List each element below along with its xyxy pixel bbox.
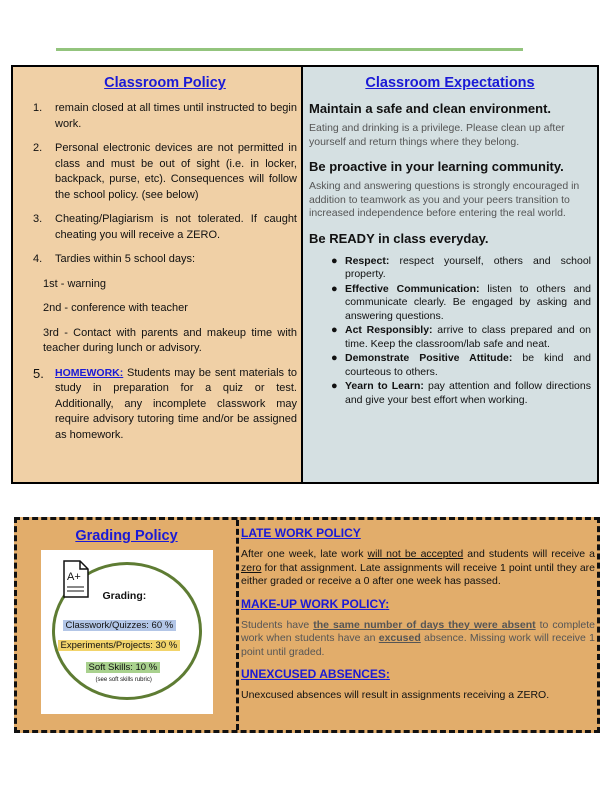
classroom-policy-title: Classroom Policy	[104, 75, 226, 91]
policy-item	[33, 252, 297, 268]
bottom-section	[14, 517, 600, 733]
bullet-text: respect yourself, others and school property.	[345, 254, 591, 280]
expectation-paragraph: Eating and drinking is a privilege. Please clean up after yourself and return things where they belong.	[309, 122, 565, 148]
policy-text: Personal electronic devices are not permitted in class and must be out of sight (i.e. in locker, backpack, purse, etc). Consequences will follow the school policy. (see below)	[55, 142, 297, 201]
grading-label: Grading:	[102, 590, 147, 602]
unexcused-absences-text: Unexcused absences will result in assignments receiving a ZERO.	[241, 689, 550, 701]
bullet-label: Act Responsibly:	[345, 324, 433, 336]
grade-weight-soft-skills: Soft Skills: 10 %	[86, 662, 161, 673]
late-work-text: After one week, late work will not be accepted and students will receive a zero for that assignment. Late assignments will receive 1 point until they are either graded or receive a 0 after one week has passed.	[241, 548, 595, 587]
policy-number: 2.	[33, 142, 43, 154]
policy-number: 1.	[33, 102, 43, 114]
policy-number: 5.	[33, 365, 44, 381]
list-item	[331, 352, 591, 379]
makeup-work-title[interactable]: MAKE-UP WORK POLICY:	[241, 596, 390, 611]
list-item	[331, 380, 591, 407]
unexcused-absences-title[interactable]: UNEXCUSED ABSENCES:	[241, 667, 390, 681]
soft-skills-note: (see soft skills rubric)	[95, 677, 152, 683]
tardy-step: 1st - warning	[43, 277, 106, 290]
tardy-step: 2nd - conference with teacher	[43, 302, 188, 314]
policy-item	[33, 366, 297, 444]
policy-text: remain closed at all times until instructed to begin work.	[55, 102, 297, 130]
list-item	[331, 255, 591, 282]
policy-text: Tardies within 5 school days:	[55, 253, 196, 265]
policy-item	[33, 141, 297, 203]
homework-link[interactable]: HOMEWORK:	[55, 366, 124, 379]
bullet-label: Effective Communication:	[345, 282, 480, 295]
grade-weight-classwork: Classwork/Quizzes: 60 %	[63, 620, 177, 631]
classroom-policy-panel	[13, 67, 303, 482]
late-work-title[interactable]: LATE WORK POLICY	[241, 526, 361, 540]
classroom-expectations-title: Classroom Expectations	[365, 75, 535, 91]
grading-graphic	[41, 550, 213, 714]
bullet-icon: ●	[331, 282, 338, 295]
bullet-text: listen to others and communicate clearly. Be engaged by asking and answering questions.	[345, 282, 591, 322]
list-item	[331, 324, 591, 351]
bullet-icon: ●	[331, 324, 338, 336]
top-section	[11, 65, 599, 484]
bullet-label: Demonstrate Positive Attitude:	[345, 352, 513, 364]
expectation-heading: Maintain a safe and clean environment.	[309, 101, 552, 116]
policy-number: 4.	[33, 253, 43, 265]
bullet-label: Yearn to Learn:	[345, 380, 424, 392]
policy-text	[55, 366, 297, 444]
policy-item	[33, 212, 297, 243]
ready-bullet-list	[309, 255, 591, 408]
tardy-step: 3rd - Contact with parents and makeup time with teacher during lunch or advisory.	[43, 326, 297, 354]
bullet-icon: ●	[331, 352, 338, 364]
expectation-heading: Be proactive in your learning community.	[309, 159, 564, 174]
grade-weight-experiments: Experiments/Projects: 30 %	[58, 640, 181, 651]
policy-list	[33, 101, 297, 443]
bullet-text: arrive to class prepared and on time. Keep the classroom/lab safe and neat.	[345, 324, 591, 350]
header-divider	[56, 48, 523, 51]
classroom-expectations-panel	[303, 67, 597, 482]
work-policies-panel	[239, 520, 597, 730]
bullet-icon: ●	[331, 380, 338, 392]
bullet-icon: ●	[331, 254, 338, 267]
homework-text: Students may be sent materials to study in preparation for a quiz or test. Additionally, any incomplete classwork may require advisory tutoring time and/or be assigned as homework.	[55, 366, 297, 441]
makeup-work-text: Students have the same number of days they were absent to complete work when students have an excused absence. Missing work will receive 1 point until graded.	[241, 618, 595, 658]
grading-policy-panel	[17, 520, 239, 730]
policy-item	[33, 101, 297, 132]
grading-policy-title: Grading Policy	[75, 528, 178, 544]
expectation-paragraph: Asking and answering questions is strongly encouraged in addition to teamwork as you and your peers transition to increased independence before entering the real world.	[309, 180, 580, 219]
bullet-text: be kind and courteous to others.	[345, 352, 591, 378]
policy-number: 3.	[33, 213, 43, 225]
document-grade-icon	[63, 560, 89, 598]
bullet-text: pay attention and follow directions and give your best effort when working.	[345, 380, 591, 406]
list-item	[331, 283, 591, 324]
bullet-label: Respect:	[345, 254, 390, 267]
document-grade-letter: A+	[66, 571, 81, 583]
expectation-heading: Be READY in class everyday.	[309, 230, 489, 246]
policy-text: Cheating/Plagiarism is not tolerated. If caught cheating you will receive a ZERO.	[55, 213, 297, 241]
